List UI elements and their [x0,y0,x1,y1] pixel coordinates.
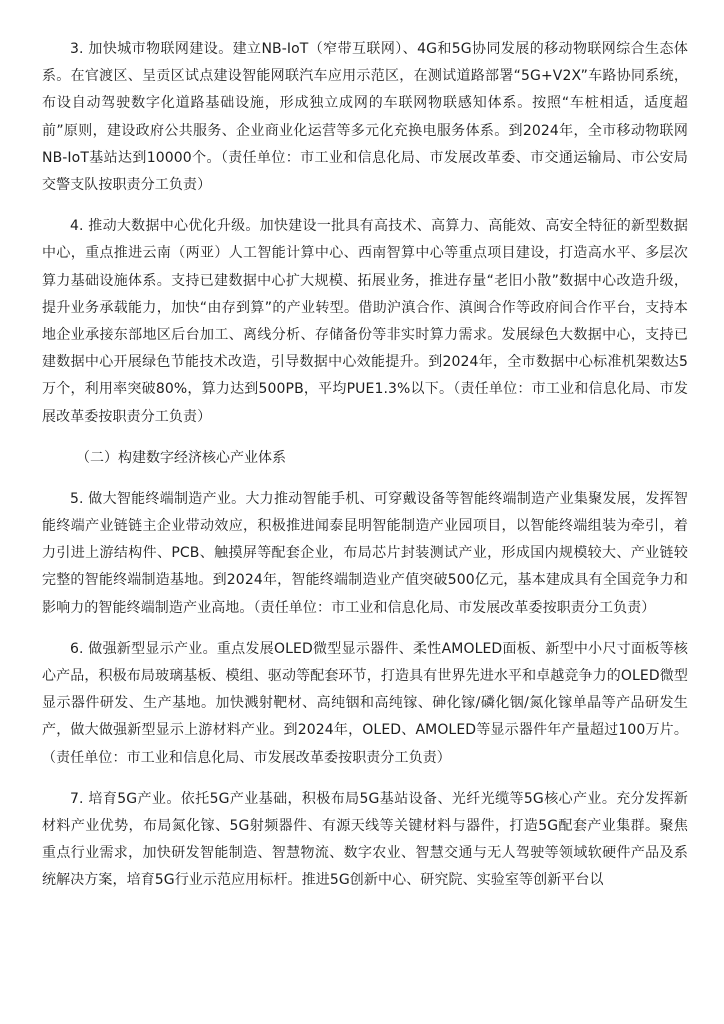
paragraph-3-iot-construction: 3. 加快城市物联网建设。建立NB-IoT（窄带互联网）、4G和5G协同发展的移动物联网综合生态体系。在官渡区、呈贡区试点建设智能网联汽车应用示范区，在测试道路部署“5G+V2X”车路协同系统，布设自动驾驶数字化道路基础设施，形成独立成网的车联网物联感知体系。按照“车桩相适，适度超前”原则，建设政府公共服务、企业商业化运营等多元化充换电服务体系。到2024年，全市移动物联网NB-IoT基站达到10000个。（责任单位：市工业和信息化局、市发展改革委、市交通运输局、市公安局交警支队按职责分工负责） [42,41,688,194]
section-heading-2: （二）构建数字经济核心产业体系 [76,449,286,466]
paragraph-6-new-display: 6. 做强新型显示产业。重点发展OLED微型显示器件、柔性AMOLED面板、新型中小尺寸面板等核心产品，积极布局玻璃基板、模组、驱动等配套环节，打造具有世界先进水平和卓越竞争力的OLED微型显示器件研发、生产基地。加快溅射靶材、高纯铟和高纯镓、砷化镓/磷化铟/氮化镓单晶等产品研发生产，做大做强新型显示上游材料产业。到2024年，OLED、AMOLED等显示器件年产量超过100万片。（责任单位：市工业和信息化局、市发展改革委按职责分工负责） [42,640,688,766]
paragraph-7-5g-industry: 7. 培育5G产业。依托5G产业基础，积极布局5G基站设备、光纤光缆等5G核心产业。充分发挥新材料产业优势，布局氮化镓、5G射频器件、有源天线等关键材料与器件，打造5G配套产业集群。聚焦重点行业需求，加快研发智能制造、智慧物流、数字农业、智慧交通与无人驾驶等领域软硬件产品及系统解决方案，培育5G行业示范应用标杆。推进5G创新中心、研究院、实验室等创新平台以 [42,790,688,889]
paragraph-5-smart-terminal: 5. 做大智能终端制造产业。大力推动智能手机、可穿戴设备等智能终端制造产业集聚发展，发挥智能终端产业链链主企业带动效应，积极推进闻泰昆明智能制造产业园项目，以智能终端组装为牵引，着力引进上游结构件、PCB、触摸屏等配套企业，布局芯片封装测试产业，形成国内规模较大、产业链较完整的智能终端制造基地。到2024年，智能终端制造业产值突破500亿元，基本建成具有全国竞争力和影响力的智能终端制造产业高地。（责任单位：市工业和信息化局、市发展改革委按职责分工负责） [42,490,688,616]
document-page [42,36,688,909]
paragraph-4-big-data-center: 4. 推动大数据中心优化升级。加快建设一批具有高技术、高算力、高能效、高安全特征的新型数据中心，重点推进云南（两亚）人工智能计算中心、西南智算中心等重点项目建设，打造高水平、多层次算力基础设施体系。支持已建数据中心扩大规模、拓展业务，推进存量“老旧小散”数据中心改造升级，提升业务承载能力，加快“由存到算”的产业转型。借助沪滇合作、滇闽合作等政府间合作平台，支持本地企业承接东部地区后台加工、离线分析、存储备份等非实时算力需求。发展绿色大数据中心，支持已建数据中心开展绿色节能技术改造，引导数据中心效能提升。到2024年，全市数据中心标准机架数达5万个，利用率突破80%，算力达到500PB，平均PUE1.3%以下。（责任单位：市工业和信息化局、市发展改革委按职责分工负责） [42,218,688,425]
